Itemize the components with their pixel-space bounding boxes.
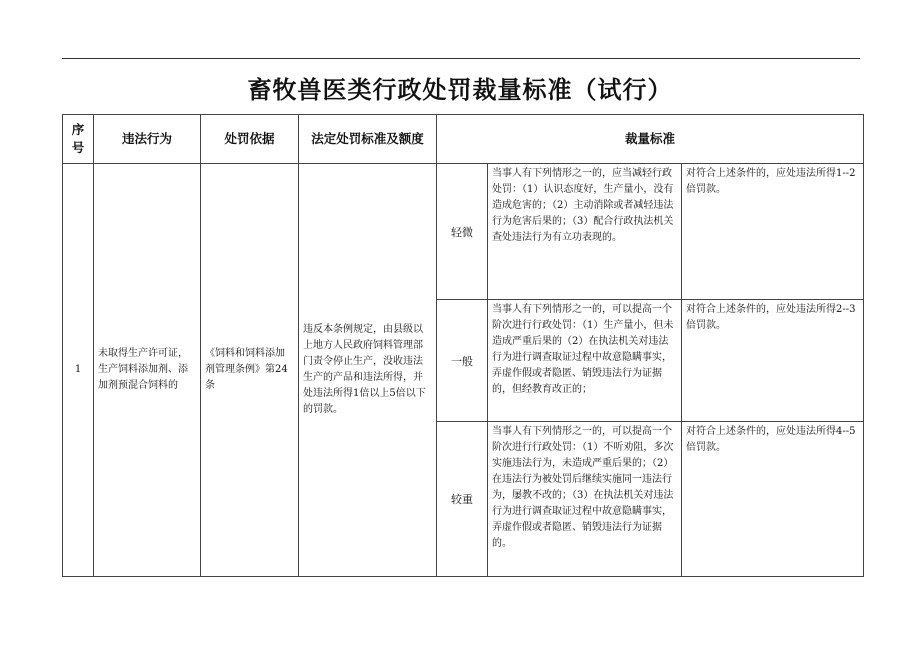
discretion-table	[62, 114, 864, 577]
level-label: 较重	[437, 422, 488, 577]
level-penalty: 对符合上述条件的，应处违法所得4--5倍罚款。	[682, 422, 864, 577]
header-statutory: 法定处罚标准及额度	[299, 115, 437, 164]
level-label: 轻微	[437, 164, 488, 300]
table-row	[63, 164, 864, 300]
row-basis: 《饲料和饲料添加剂管理条例》第24条	[201, 164, 299, 577]
document-title: 畜牧兽医类行政处罚裁量标准（试行）	[247, 76, 673, 104]
header-row	[63, 115, 864, 164]
row-statutory: 违反本条例规定，由县级以上地方人民政府饲料管理部门责令停止生产，没收违法生产的产品和违法所得，并处违法所得1倍以上5倍以下的罚款。	[299, 164, 437, 577]
level-label: 一般	[437, 300, 488, 422]
header-discretion: 裁量标准	[437, 115, 864, 164]
level-penalty: 对符合上述条件的，应处违法所得1--2倍罚款。	[682, 164, 864, 300]
header-seq: 序号	[63, 115, 94, 164]
level-conditions: 当事人有下列情形之一的，可以提高一个阶次进行行政处罚：（1）不听劝阻，多次实施违法行为，未造成严重后果的；（2）在违法行为被处罚后继续实施同一违法行为，屡教不改的；（3）在执法机关对违法行为进行调查取证过程中故意隐瞒事实，弄虚作假或者隐匿、销毁违法行为证据的。	[488, 422, 682, 577]
level-penalty: 对符合上述条件的，应处违法所得2--3倍罚款。	[682, 300, 864, 422]
row-violation: 未取得生产许可证，生产饲料添加剂、添加剂预混合饲料的	[94, 164, 201, 577]
header-basis: 处罚依据	[201, 115, 299, 164]
level-conditions: 当事人有下列情形之一的，应当减轻行政处罚：（1）认识态度好，生产量小，没有造成危害的；（2）主动消除或者减轻违法行为危害后果的；（3）配合行政执法机关查处违法行为有立功表现的。	[488, 164, 682, 300]
row-seq: 1	[63, 164, 94, 577]
header-violation: 违法行为	[94, 115, 201, 164]
header-rule	[62, 58, 860, 59]
level-conditions: 当事人有下列情形之一的，可以提高一个阶次进行行政处罚：（1）生产量小，但未造成严重后果的（2）在执法机关对违法行为进行调查取证过程中故意隐瞒事实，弄虚作假或者隐匿、销毁违法行为证据的，但经教育改正的；	[488, 300, 682, 422]
